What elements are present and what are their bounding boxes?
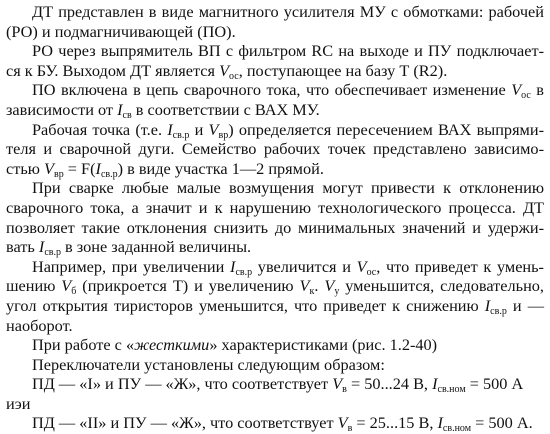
emphasis: жесткими [134,335,210,355]
subscript: св.ном [437,384,466,396]
paragraph-5 [6,178,544,259]
symbol-i: I [437,413,443,433]
subscript: св.р [44,247,61,259]
paragraph-8 [6,355,544,375]
paragraph-2 [6,41,544,80]
text: = 500 А [465,374,524,394]
symbol-v: V [356,256,367,276]
text: увеличится и [252,256,357,276]
subscript: св.р [100,168,118,180]
subscript: ос [366,266,377,278]
paragraph-7 [6,335,544,355]
text: , поступающее на базу Т (R2). [238,60,448,80]
subscript: вр [218,129,229,141]
symbol-i: I [117,99,123,119]
text: в зависимости от [6,80,544,119]
symbol-i: I [484,295,491,315]
text: ПО включена в цепь сварочного тока, что обеспечивает изменение [32,80,512,100]
text: = 500 А. [471,413,533,433]
text: = F( [63,158,96,178]
symbol-v: V [299,276,310,296]
text: (прикроется Т) и увеличению [76,276,300,296]
symbol-v: V [219,60,230,80]
subscript: к [309,286,315,298]
paragraph-1 [6,2,544,41]
symbol-i: I [230,256,236,276]
subscript: у [334,286,340,298]
subscript: б [71,286,77,298]
text: иэи [6,393,31,413]
text: » характеристиками (рис. 1.2-40) [209,335,438,355]
text: При работе с « [32,335,135,355]
symbol-i: I [167,119,173,139]
text: = 50...24 В, [346,374,433,394]
text: Например, при увеличении [32,256,231,276]
subscript: ос [521,90,531,102]
text: При сварке любые малые возмущения могут привести к отклонению сварочного тока, а значит и к нарушению технологического процесса. ДТ позволяет такие отклонения снизить до минимальных значений и удержи-вать [6,178,544,257]
subscript: св.р [490,305,507,317]
text: . [314,276,325,296]
subscript: в [347,423,353,434]
text: и [189,119,209,139]
subscript: вр [53,168,64,180]
equation-line-2 [6,413,544,433]
text: в зоне заданной величины. [60,237,252,257]
symbol-v: V [511,80,522,100]
text: РО через выпрямитель ВП с фильтром RC на выходе и ПУ подключает-ся к БУ. Выходом ДТ является [6,41,544,80]
symbol-v: V [337,413,348,433]
text: Переключатели установлены следующим образом: [32,354,385,374]
symbol-v: V [61,276,72,296]
subscript: в [342,384,347,396]
symbol-i: I [38,237,45,257]
text: , что приведет к умень-шению [6,256,544,296]
paragraph-3 [6,80,544,119]
text: ПД — «I» и ПУ — «Ж», что соответствует [32,374,333,394]
text: и — наоборот. [6,295,544,335]
text: ДТ представлен в виде магнитного усилителя МУ с обмотками: рабочей (РО) и подмагничивающей (ПО). [6,2,544,41]
text: = 25...15 В, [352,413,438,433]
paragraph-6 [6,257,544,335]
symbol-v: V [208,119,219,139]
subscript: ос [229,70,239,82]
symbol-v: V [332,374,343,394]
symbol-i: I [95,158,101,178]
text: уменьшится, следовательно, угол открытия тиристоров уменьшится, что приведет к снижению [6,276,545,315]
symbol-v: V [44,158,54,178]
equation-line-1 [6,374,544,394]
text: в соответствии с ВАХ МУ. [131,99,320,119]
or-line [6,394,544,414]
symbol-i: I [432,374,438,394]
text: Рабочая точка (т.е. [32,119,168,139]
symbol-v: V [324,276,335,296]
text: ) в виде участка 1—2 прямой. [117,158,324,178]
subscript: св.р [172,129,190,141]
subscript: св.р [235,266,253,278]
paragraph-4 [6,120,544,179]
subscript: св [122,109,132,121]
text: ) определяется пересечением ВАХ выпрями-теля и сварочной дуги. Семейство рабочих точек представлено зависимо-стью [6,119,544,178]
text: ПД — «II» и ПУ — «Ж», что соответствует [32,413,338,433]
subscript: св.ном [442,423,472,434]
